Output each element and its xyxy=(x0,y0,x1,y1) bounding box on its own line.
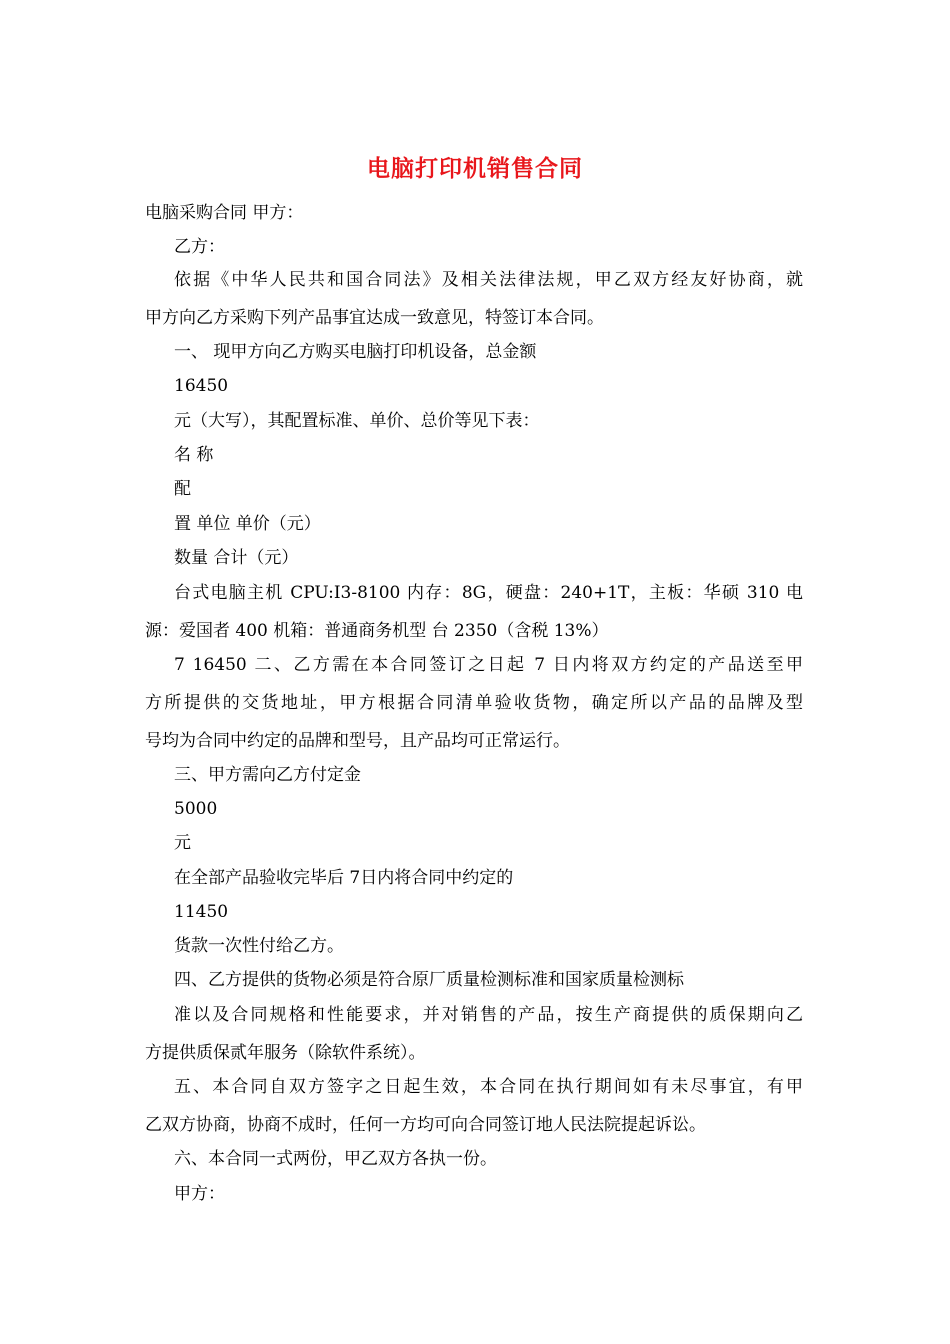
text-line: 元 xyxy=(174,833,191,853)
text-line: 乙方： xyxy=(174,237,225,257)
text-line: 5000 xyxy=(174,799,218,819)
text-line: 一、 现甲方向乙方购买电脑打印机设备，总金额 xyxy=(174,342,537,362)
text-line: 16450 xyxy=(174,376,229,396)
text-line: 号均为合同中约定的品牌和型号，且产品均可正常运行。 xyxy=(145,731,570,751)
text-line: 名 称 xyxy=(174,445,214,465)
text-line: 台式电脑主机 CPU:I3-8100 内存：8G，硬盘：240+1T，主板：华硕 310 电 xyxy=(174,583,803,603)
text-line: 元（大写），其配置标准、单价、总价等见下表： xyxy=(174,411,540,431)
text-line: 数量 合计（元） xyxy=(174,548,299,568)
text-line: 11450 xyxy=(174,902,229,922)
text-line: 甲方向乙方采购下列产品事宜达成一致意见，特签订本合同。 xyxy=(145,308,604,328)
text-line: 方提供质保贰年服务（除软件系统）。 xyxy=(145,1043,426,1063)
text-line: 三、甲方需向乙方付定金 xyxy=(174,765,361,785)
text-line: 电脑采购合同 甲方： xyxy=(145,203,304,223)
text-line: 7 16450 二、乙方需在本合同签订之日起 7 日内将双方约定的产品送至甲 xyxy=(174,655,803,675)
document-title: 电脑打印机销售合同 xyxy=(367,155,583,182)
text-line: 依据《中华人民共和国合同法》及相关法律法规，甲乙双方经友好协商，就 xyxy=(174,270,803,290)
text-line: 置 单位 单价（元） xyxy=(174,514,321,534)
text-line: 乙双方协商，协商不成时，任何一方均可向合同签订地人民法院提起诉讼。 xyxy=(145,1115,706,1135)
text-line: 甲方： xyxy=(174,1184,225,1204)
text-line: 配 xyxy=(174,479,191,499)
text-line: 五、本合同自双方签字之日起生效，本合同在执行期间如有未尽事宜，有甲 xyxy=(174,1077,803,1097)
text-line: 在全部产品验收完毕后 7日内将合同中约定的 xyxy=(174,868,514,888)
text-line: 货款一次性付给乙方。 xyxy=(174,936,344,956)
text-line: 方所提供的交货地址，甲方根据合同清单验收货物，确定所以产品的品牌及型 xyxy=(145,693,803,713)
text-line: 准以及合同规格和性能要求，并对销售的产品，按生产商提供的质保期向乙 xyxy=(174,1005,803,1025)
text-line: 四、乙方提供的货物必须是符合原厂质量检测标准和国家质量检测标 xyxy=(174,970,684,990)
text-line: 源：爱国者 400 机箱：普通商务机型 台 2350（含税 13%） xyxy=(145,621,609,641)
text-line: 六、本合同一式两份，甲乙双方各执一份。 xyxy=(174,1149,497,1169)
